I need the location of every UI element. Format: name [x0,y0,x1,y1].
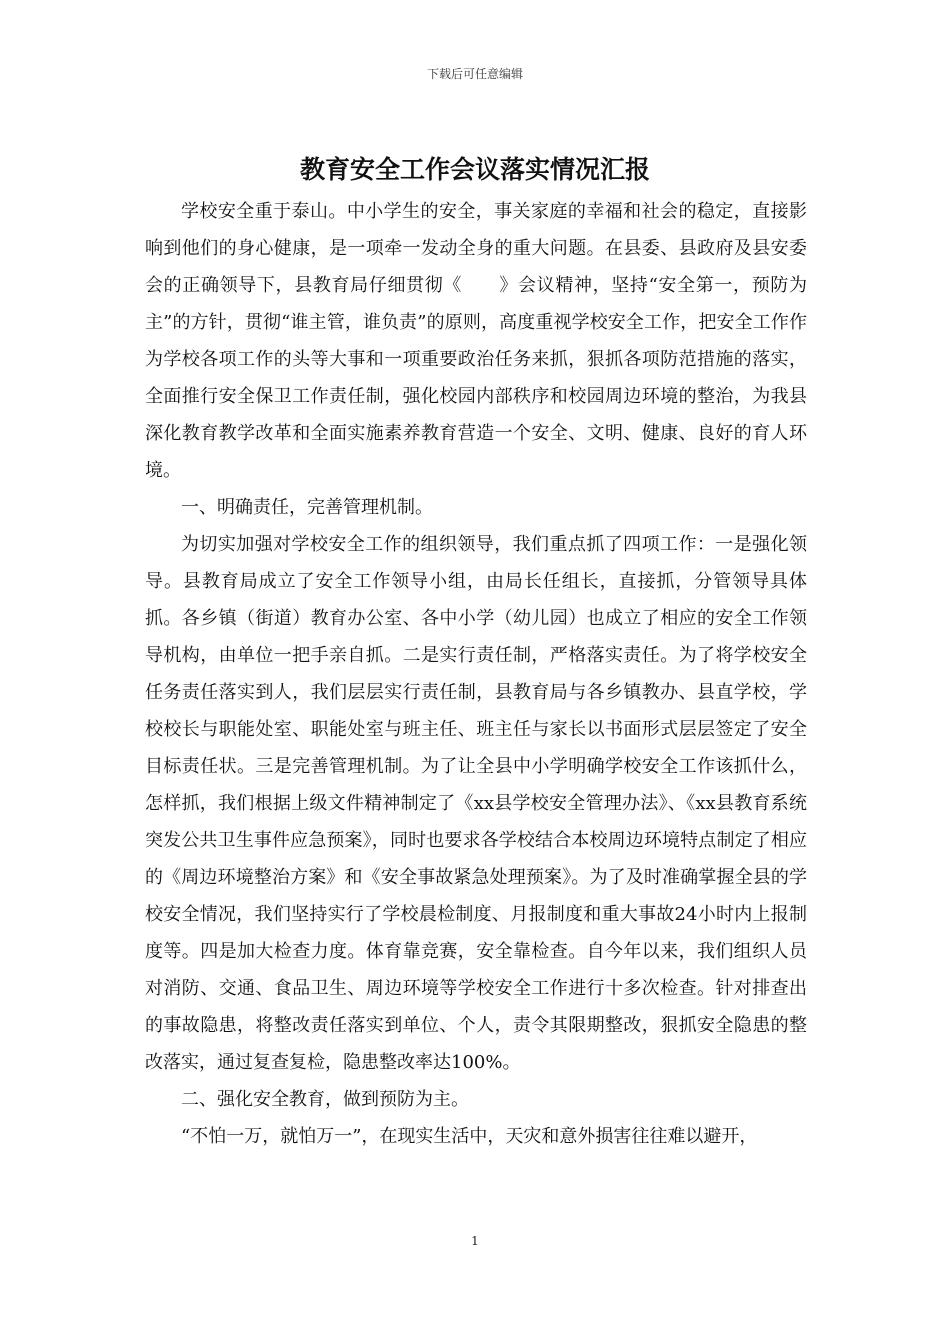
paragraph-intro: 学校安全重于泰山。中小学生的安全，事关家庭的幸福和社会的稳定，直接影响到他们的身心健康，是一项牵一发动全身的重大问题。在县委、县政府及县安委会的正确领导下，县教育局仔细贯彻《 》会议精神，坚持“安全第一，预防为主”的方针，贯彻“谁主管，谁负责”的原则，高度重视学校安全工作，把安全工作作为学校各项工作的头等大事和一项重要政治任务来抓，狠抓各项防范措施的落实，全面推行安全保卫工作责任制，强化校园内部秩序和校园周边环境的整治，为我县深化教育教学改革和全面实施素养教育营造一个安全、文明、健康、良好的育人环境。 [145,201,807,481]
document-body [145,193,807,1155]
document-title: 教育安全工作会议落实情况汇报 [299,155,650,184]
section-heading-2: 二、强化安全教育，做到预防为主。 [181,1089,469,1110]
section-heading-1: 一、明确责任，完善管理机制。 [181,497,433,518]
page-number: 1 [471,1234,479,1248]
header-note: 下载后可任意编辑 [426,67,523,81]
paragraph-section-2: “不怕一万，就怕万一”，在现实生活中，天灾和意外损害往往难以避开， [181,1126,758,1147]
paragraph-section-1: 为切实加强对学校安全工作的组织领导，我们重点抓了四项工作：一是强化领导。县教育局成立了安全工作领导小组，由局长任组长，直接抓，分管领导具体抓。各乡镇（街道）教育办公室、各中小学（幼儿园）也成立了相应的安全工作领导机构，由单位一把手亲自抓。二是实行责任制，严格落实责任。为了将学校安全任务责任落实到人，我们层层实行责任制，县教育局与各乡镇教办、县直学校，学校校长与职能处室、职能处室与班主任、班主任与家长以书面形式层层签定了安全目标责任状。三是完善管理机制。为了让全县中小学明确学校安全工作该抓什么，怎样抓，我们根据上级文件精神制定了《xx县学校安全管理办法》、《xx县教育系统突发公共卫生事件应急预案》，同时也要求各学校结合本校周边环境特点制定了相应的《周边环境整治方案》和《安全事故紧急处理预案》。为了及时准确掌握全县的学校安全情况，我们坚持实行了学校晨检制度、月报制度和重大事故24小时内上报制度等。四是加大检查力度。体育靠竞赛，安全靠检查。自今年以来，我们组织人员对消防、交通、食品卫生、周边环境等学校安全工作进行十多次检查。针对排查出的事故隐患，将整改责任落实到单位、个人，责令其限期整改，狠抓安全隐患的整改落实，通过复查复检，隐患整改率达100%。 [145,534,807,1073]
